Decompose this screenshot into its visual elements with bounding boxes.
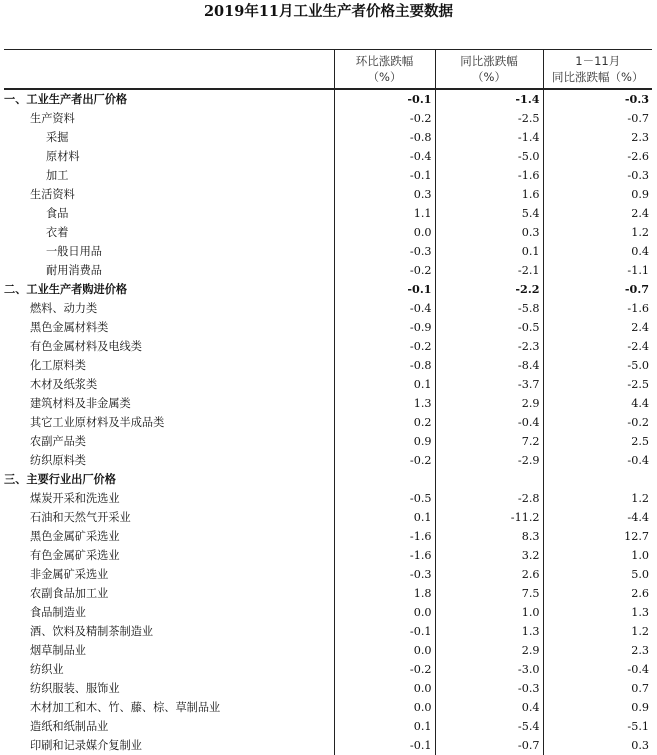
yoy-change-cell: -2.3	[435, 337, 543, 356]
yoy-change-cell: -3.7	[435, 375, 543, 394]
mom-change-cell: 0.3	[334, 185, 435, 204]
table-row	[4, 565, 652, 584]
page-title: 2019年11月工业生产者价格主要数据	[203, 3, 454, 20]
row-name-cell: 纺织原料类	[30, 454, 86, 467]
ytd-yoy-change-cell: 1.3	[543, 603, 652, 622]
table-row	[4, 166, 652, 185]
yoy-change-cell: 1.0	[435, 603, 543, 622]
ytd-yoy-change-cell: 2.4	[543, 318, 652, 337]
table-row	[4, 660, 652, 679]
row-name-cell: 原材料	[46, 150, 80, 163]
yoy-change-cell: -0.4	[435, 413, 543, 432]
mom-change-cell: -0.4	[334, 147, 435, 166]
row-name-cell: 三、主要行业出厂价格	[4, 473, 116, 486]
table-row	[4, 489, 652, 508]
yoy-change-cell: 7.5	[435, 584, 543, 603]
yoy-change-cell: 2.6	[435, 565, 543, 584]
row-name-cell: 农副食品加工业	[30, 587, 109, 600]
ytd-yoy-change-cell: 0.9	[543, 698, 652, 717]
ytd-yoy-change-cell: -4.4	[543, 508, 652, 527]
yoy-change-cell: -2.1	[435, 261, 543, 280]
yoy-change-cell: -5.0	[435, 147, 543, 166]
table-row	[4, 584, 652, 603]
yoy-change-cell: -2.5	[435, 109, 543, 128]
mom-change-cell: 0.1	[334, 717, 435, 736]
header-mom-label: 环比涨跌幅	[355, 54, 414, 68]
yoy-change-cell	[435, 470, 543, 489]
mom-change-cell: 1.1	[334, 204, 435, 223]
table-row	[4, 546, 652, 565]
mom-change-cell: 0.0	[334, 223, 435, 242]
row-name-cell: 纺织服装、服饰业	[30, 682, 120, 695]
table-row	[4, 736, 652, 755]
table-row	[4, 185, 652, 204]
ytd-yoy-change-cell: -2.4	[543, 337, 652, 356]
ytd-yoy-change-cell: -0.7	[543, 280, 652, 299]
table-row	[4, 204, 652, 223]
mom-change-cell: 1.8	[334, 584, 435, 603]
row-name-cell: 一、工业生产者出厂价格	[4, 93, 128, 106]
ytd-yoy-change-cell: -2.5	[543, 375, 652, 394]
ytd-yoy-change-cell: 2.3	[543, 641, 652, 660]
yoy-change-cell: -8.4	[435, 356, 543, 375]
yoy-change-cell: -2.9	[435, 451, 543, 470]
row-name-cell: 一般日用品	[46, 245, 102, 258]
table-row	[4, 394, 652, 413]
mom-change-cell: 0.2	[334, 413, 435, 432]
mom-change-cell: 1.3	[334, 394, 435, 413]
mom-change-cell: -0.1	[334, 166, 435, 185]
row-name-cell: 建筑材料及非金属类	[30, 397, 131, 410]
header-mom-unit: （%）	[367, 70, 402, 84]
table-row	[4, 679, 652, 698]
table-row	[4, 622, 652, 641]
table-row	[4, 261, 652, 280]
table-row	[4, 356, 652, 375]
ytd-yoy-change-cell: -0.7	[543, 109, 652, 128]
header-yoy	[435, 50, 543, 90]
row-name-cell: 有色金属材料及电线类	[30, 340, 142, 353]
table-row	[4, 508, 652, 527]
ytd-yoy-change-cell: -0.4	[543, 451, 652, 470]
yoy-change-cell: -0.3	[435, 679, 543, 698]
ytd-yoy-change-cell: -0.4	[543, 660, 652, 679]
row-name-cell: 木材及纸浆类	[30, 378, 98, 391]
row-name-cell: 化工原料类	[30, 359, 86, 372]
row-name-cell: 农副产品类	[30, 435, 86, 448]
mom-change-cell: 0.0	[334, 641, 435, 660]
mom-change-cell: -0.3	[334, 565, 435, 584]
row-name-cell: 石油和天然气开采业	[30, 511, 131, 524]
ytd-yoy-change-cell: 5.0	[543, 565, 652, 584]
yoy-change-cell: 3.2	[435, 546, 543, 565]
table-body	[4, 89, 652, 755]
mom-change-cell: 0.1	[334, 375, 435, 394]
yoy-change-cell: 8.3	[435, 527, 543, 546]
yoy-change-cell: -2.2	[435, 280, 543, 299]
price-data-table	[4, 49, 652, 755]
ytd-yoy-change-cell: -0.3	[543, 89, 652, 109]
yoy-change-cell: 0.1	[435, 242, 543, 261]
mom-change-cell: -0.8	[334, 128, 435, 147]
yoy-change-cell: 0.4	[435, 698, 543, 717]
row-name-cell: 非金属矿采选业	[30, 568, 109, 581]
table-row	[4, 299, 652, 318]
mom-change-cell: 0.1	[334, 508, 435, 527]
mom-change-cell: -0.1	[334, 89, 435, 109]
row-name-cell: 加工	[46, 169, 69, 182]
ytd-yoy-change-cell: -2.6	[543, 147, 652, 166]
mom-change-cell: -0.9	[334, 318, 435, 337]
ytd-yoy-change-cell: 2.3	[543, 128, 652, 147]
ytd-yoy-change-cell: -1.1	[543, 261, 652, 280]
row-name-cell: 纺织业	[30, 663, 64, 676]
header-yoy-label: 同比涨跌幅	[460, 54, 518, 68]
yoy-change-cell: -0.5	[435, 318, 543, 337]
yoy-change-cell: -0.7	[435, 736, 543, 755]
table-row	[4, 223, 652, 242]
yoy-change-cell: -1.4	[435, 89, 543, 109]
mom-change-cell: -0.2	[334, 660, 435, 679]
mom-change-cell: 0.0	[334, 698, 435, 717]
table-row	[4, 89, 652, 109]
row-name-cell: 酒、饮料及精制茶制造业	[30, 625, 154, 638]
table-row	[4, 337, 652, 356]
yoy-change-cell: 1.6	[435, 185, 543, 204]
mom-change-cell: -1.6	[334, 527, 435, 546]
ytd-yoy-change-cell: 1.0	[543, 546, 652, 565]
ytd-yoy-change-cell: 12.7	[543, 527, 652, 546]
ytd-yoy-change-cell: -5.1	[543, 717, 652, 736]
table-row	[4, 470, 652, 489]
mom-change-cell: -0.2	[334, 337, 435, 356]
row-name-cell: 生产资料	[30, 112, 75, 125]
row-name-cell: 食品	[46, 207, 69, 220]
table-row	[4, 242, 652, 261]
mom-change-cell: -0.2	[334, 109, 435, 128]
table-row	[4, 717, 652, 736]
row-name-cell: 生活资料	[30, 188, 75, 201]
mom-change-cell: -0.1	[334, 280, 435, 299]
table-row	[4, 128, 652, 147]
mom-change-cell: 0.0	[334, 603, 435, 622]
row-name-cell: 耐用消费品	[46, 264, 102, 277]
table-row	[4, 318, 652, 337]
row-name-cell: 煤炭开采和洗选业	[30, 492, 120, 505]
mom-change-cell: -0.1	[334, 622, 435, 641]
yoy-change-cell: 1.3	[435, 622, 543, 641]
mom-change-cell: -0.1	[334, 736, 435, 755]
header-item-name	[4, 50, 334, 90]
row-name-cell: 木材加工和木、竹、藤、棕、草制品业	[30, 701, 221, 714]
row-name-cell: 印刷和记录媒介复制业	[30, 739, 142, 752]
ytd-yoy-change-cell: 2.5	[543, 432, 652, 451]
row-name-cell: 黑色金属材料类	[30, 321, 109, 334]
header-ytd-label: 同比涨跌幅（%）	[552, 70, 644, 84]
table-row	[4, 109, 652, 128]
table-row	[4, 527, 652, 546]
ytd-yoy-change-cell: -1.6	[543, 299, 652, 318]
row-name-cell: 食品制造业	[30, 606, 86, 619]
mom-change-cell: 0.9	[334, 432, 435, 451]
row-name-cell: 二、工业生产者购进价格	[4, 283, 128, 296]
yoy-change-cell: 2.9	[435, 641, 543, 660]
table-row	[4, 280, 652, 299]
table-row	[4, 413, 652, 432]
row-name-cell: 造纸和纸制品业	[30, 720, 109, 733]
header-ytd-period: 1－11月	[575, 54, 621, 68]
row-name-cell: 衣着	[46, 226, 69, 239]
mom-change-cell: -0.2	[334, 451, 435, 470]
ytd-yoy-change-cell: 4.4	[543, 394, 652, 413]
table-row	[4, 451, 652, 470]
yoy-change-cell: 5.4	[435, 204, 543, 223]
row-name-cell: 烟草制品业	[30, 644, 86, 657]
row-name-cell: 燃料、动力类	[30, 302, 98, 315]
table-row	[4, 432, 652, 451]
ytd-yoy-change-cell: 0.4	[543, 242, 652, 261]
yoy-change-cell: -3.0	[435, 660, 543, 679]
ytd-yoy-change-cell: 1.2	[543, 223, 652, 242]
yoy-change-cell: 0.3	[435, 223, 543, 242]
ytd-yoy-change-cell: 0.9	[543, 185, 652, 204]
mom-change-cell: -0.4	[334, 299, 435, 318]
yoy-change-cell: -5.8	[435, 299, 543, 318]
mom-change-cell: -0.5	[334, 489, 435, 508]
table-row	[4, 603, 652, 622]
header-yoy-unit: （%）	[472, 70, 506, 84]
ytd-yoy-change-cell: -5.0	[543, 356, 652, 375]
mom-change-cell: 0.0	[334, 679, 435, 698]
mom-change-cell: -0.3	[334, 242, 435, 261]
mom-change-cell: -0.8	[334, 356, 435, 375]
row-name-cell: 采掘	[46, 131, 69, 144]
mom-change-cell	[334, 470, 435, 489]
yoy-change-cell: 7.2	[435, 432, 543, 451]
ytd-yoy-change-cell: 1.2	[543, 622, 652, 641]
header-mom	[334, 50, 435, 90]
ytd-yoy-change-cell: 2.4	[543, 204, 652, 223]
row-name-cell: 黑色金属矿采选业	[30, 530, 120, 543]
ytd-yoy-change-cell: -0.2	[543, 413, 652, 432]
header-ytd	[543, 50, 652, 90]
ytd-yoy-change-cell	[543, 470, 652, 489]
ytd-yoy-change-cell: 1.2	[543, 489, 652, 508]
table-header-row	[4, 50, 652, 90]
ytd-yoy-change-cell: 0.7	[543, 679, 652, 698]
ytd-yoy-change-cell: 2.6	[543, 584, 652, 603]
table-row	[4, 641, 652, 660]
row-name-cell: 有色金属矿采选业	[30, 549, 120, 562]
table-row	[4, 698, 652, 717]
ytd-yoy-change-cell: 0.3	[543, 736, 652, 755]
table-row	[4, 375, 652, 394]
mom-change-cell: -1.6	[334, 546, 435, 565]
yoy-change-cell: 2.9	[435, 394, 543, 413]
yoy-change-cell: -11.2	[435, 508, 543, 527]
mom-change-cell: -0.2	[334, 261, 435, 280]
row-name-cell: 其它工业原材料及半成品类	[30, 416, 165, 429]
ytd-yoy-change-cell: -0.3	[543, 166, 652, 185]
table-row	[4, 147, 652, 166]
yoy-change-cell: -2.8	[435, 489, 543, 508]
yoy-change-cell: -5.4	[435, 717, 543, 736]
yoy-change-cell: -1.6	[435, 166, 543, 185]
yoy-change-cell: -1.4	[435, 128, 543, 147]
